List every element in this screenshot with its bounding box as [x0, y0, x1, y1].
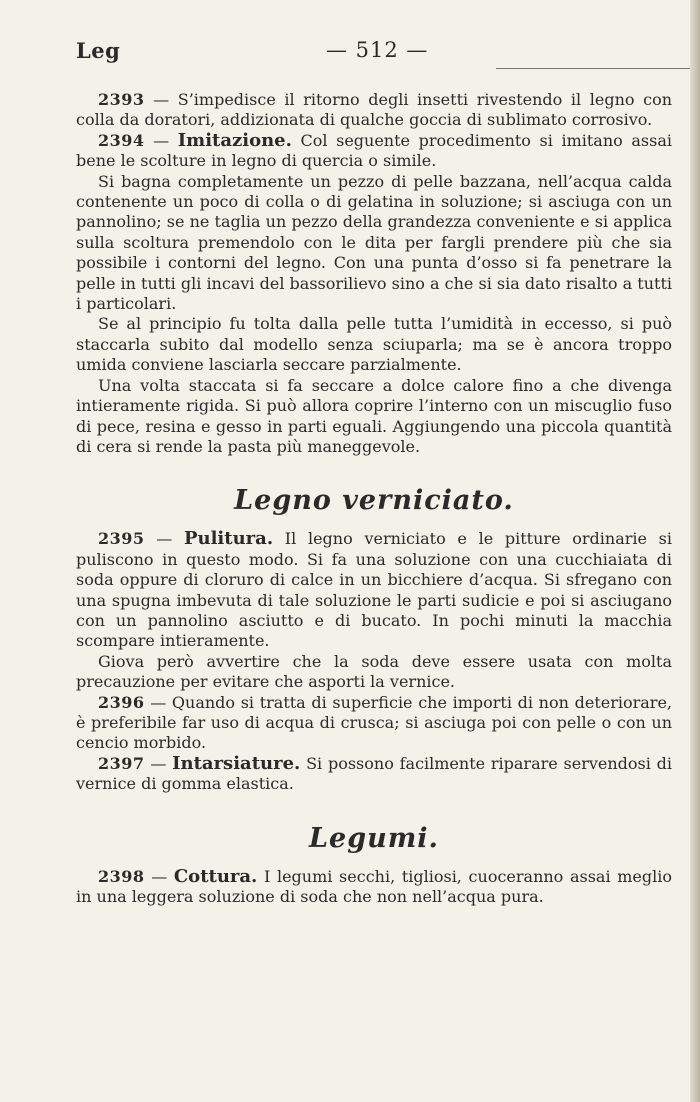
entry-dash: —: [144, 692, 172, 712]
entry-2394: [76, 131, 672, 172]
entry-text: Si possono facilmente riparare servendosi di vernice di gomma elastica.: [76, 753, 672, 794]
entry-dash: —: [144, 529, 184, 549]
entry-number: 2397: [98, 753, 145, 773]
entry-2396: [76, 693, 672, 754]
entry-title: Cottura.: [173, 865, 258, 887]
entry-number: 2394: [98, 130, 145, 150]
header-rule: [496, 68, 700, 69]
entry-text: Quando si tratta di superficie che importi di non deteriorare, è preferibile far uso di acqua di crusca; si asciuga poi con pelle o con un cencio morbido.: [76, 692, 673, 753]
entry-title: Intarsiature.: [172, 752, 301, 774]
page-edge-shadow: [690, 0, 700, 1102]
paragraph: Giova però avvertire che la soda deve essere usata con molta precauzione per evitare che asporti la vernice.: [76, 651, 672, 692]
paragraph: Una volta staccata si fa seccare a dolce calore fino a che divenga intieramente rigida. Si può allora coprire l’interno con un miscuglio fuso di pece, resina e gesso in parti eguali. Aggiungendo una piccola quantità di cera si rende la pasta più maneggevole.: [76, 375, 672, 456]
entry-dash: —: [144, 753, 173, 773]
page-body: [76, 90, 672, 907]
header-page-number: — 512 —: [326, 38, 429, 62]
entry-number: 2398: [98, 866, 145, 886]
entry-2395: [76, 529, 672, 651]
entry-dash: —: [144, 130, 178, 150]
entry-number: 2393: [98, 90, 145, 109]
entry-dash: —: [144, 866, 174, 886]
entry-text: Col seguente procedimento si imitano assai bene le scolture in legno di quercia o simile.: [76, 130, 673, 171]
paragraph: Se al principio fu tolta dalla pelle tutta l’umidità in eccesso, si può staccarla subito dal modello senza sciuparla; ma se è ancora troppo umida conviene lasciarla seccare parzialmente.: [76, 314, 672, 375]
entry-title: Imitazione.: [177, 129, 292, 151]
entry-2397: [76, 754, 672, 795]
entry-2393: [76, 90, 672, 131]
section-heading-legno-verniciato: Legno verniciato.: [234, 485, 514, 517]
header-section-word: Leg: [76, 38, 121, 63]
section-heading-legumi: Legumi.: [309, 822, 439, 854]
entry-2398: [76, 867, 672, 908]
entry-text: Il legno verniciato e le pitture ordinarie si puliscono in questo modo. Si fa una soluzione con una cucchiaiata di soda oppure di cloruro di calce in un bicchiere d’acqua. Si sfregano con una spugna imbevuta di tale soluzione le parti sudicie e poi si asciugano con un pannolino asciutto e di bucato. In pochi minuti la macchia scompare intieramente.: [76, 529, 673, 651]
entry-title: Pulitura.: [183, 528, 274, 550]
entry-number: 2396: [98, 692, 145, 712]
running-header: [76, 38, 670, 66]
paragraph: Si bagna completamente un pezzo di pelle bazzana, nell’acqua calda contenente un poco di colla o di gelatina in soluzione; si asciuga con un pannolino; se ne taglia un pezzo della grandezza conveniente e si applica sulla scoltura premendolo con le dita per fargli prendere più che sia possibile i contorni del legno. Con una punta d’osso si fa penetrare la pelle in tutti gli incavi del bassorilievo sino a che si sia dato risalto a tutti i particolari.: [76, 171, 672, 314]
entry-number: 2395: [98, 529, 145, 549]
entry-text: S’impedisce il ritorno degli insetti rivestendo il legno con colla da doratori, addizionata di qualche goccia di sublimato corrosivo.: [76, 90, 673, 130]
entry-dash: —: [144, 90, 178, 109]
entry-text: I legumi secchi, tigliosi, cuoceranno assai meglio in una leggera soluzione di soda che non nell’acqua pura.: [76, 866, 672, 906]
